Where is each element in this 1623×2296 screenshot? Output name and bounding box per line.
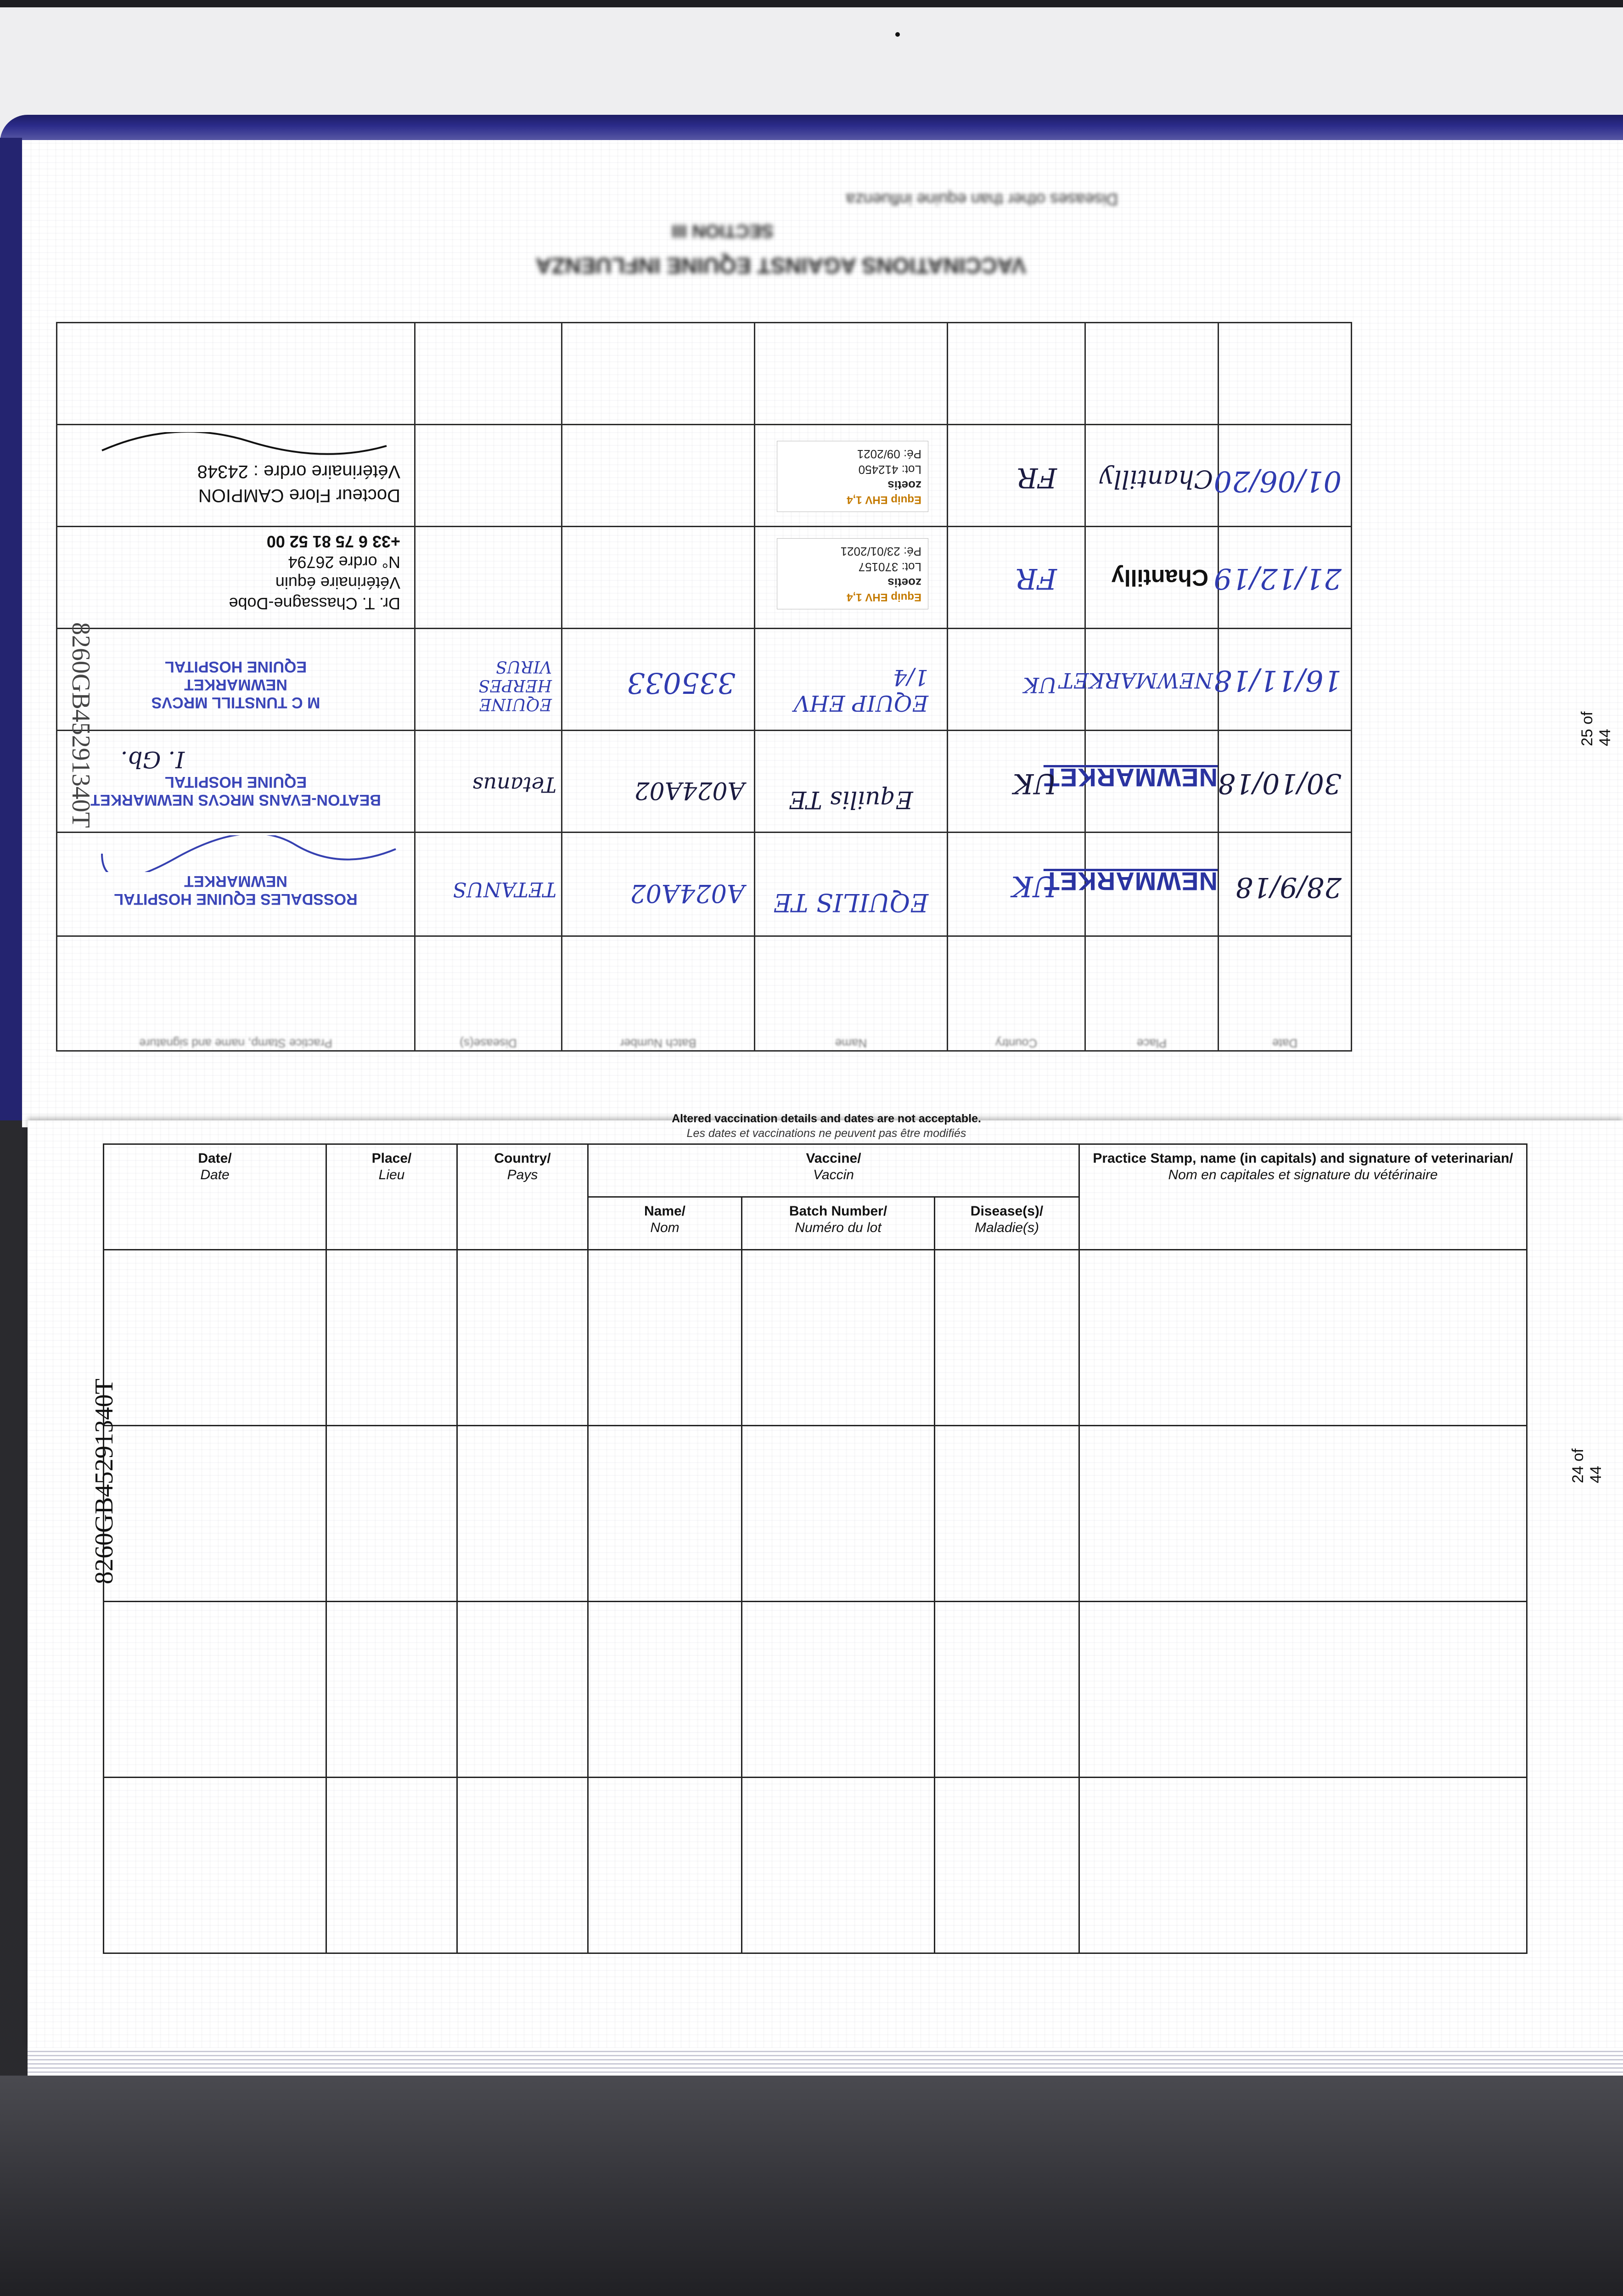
practice-stamp: BEATON-EVANS MRCVS NEWMARKET EQUINE HOSPITAL [90,773,381,809]
sticker-brand: Equip EHV 1,4 [847,493,921,506]
warning-english: Altered vaccination details and dates are not acceptable. [672,1112,981,1125]
country-cell: FR [1016,562,1057,596]
vaccine-sticker [777,538,928,609]
date-cell: 01/06/20 [1213,464,1342,498]
sticker-expiry: Pé: 23/01/2021 [840,545,921,559]
batch-cell: 335033 [627,666,736,700]
stamp-line: N° ordre 26794 [288,552,400,572]
batch-cell: A024A02 [634,776,745,804]
place-cell: NEWMARKET [1043,867,1218,896]
header-practice-stamp: Practice Stamp, name (in capitals) and signature of veterinarian/ Nom en capitales et signature du vétérinaire [1079,1144,1527,1250]
practice-stamp [57,531,414,628]
scanner-edge-top [0,0,1623,7]
header-country: Country/ Pays [457,1144,588,1250]
disease-cell: EQUINE HERPES VIRUS [478,657,552,714]
stamp-line: EQUINE HOSPITAL [164,658,307,675]
section-heading: VACCINATIONS AGAINST EQUINE INFLUENZA [535,253,1026,277]
country-cell: UK [1013,767,1057,799]
sticker-lot: Lot: 412450 [858,462,921,477]
header-vaccine: Vaccine/ Vaccin [588,1144,1079,1197]
vaccination-table-upper [56,322,1352,1052]
disease-cell: Tetanus [472,772,556,797]
country-cell: UK [1023,672,1057,698]
vaccination-row-empty [104,1250,1527,1426]
stamp-line: M C TUNSTILL MRCVS [151,693,320,711]
vaccination-row [57,628,1352,730]
header-place: Place/ Lieu [326,1144,457,1250]
vaccination-table-lower [103,1143,1528,1954]
place-cell: Chantilly [1111,564,1208,591]
vaccine-name-cell: Equilis TE [789,785,913,813]
scanner-background-bottom [0,2076,1623,2296]
vaccine-name-cell: EQUIP EHV 1/4 [794,664,928,716]
vet-signature: I. Gb. [120,746,185,773]
signature-scribble [93,835,414,872]
scanner-edge-left [0,1120,28,2085]
sticker-maker: zoetis [887,478,921,492]
vaccination-row [57,424,1352,526]
page-25-rotated-content [22,140,1623,1127]
header-name: Name/ Nom [588,1197,742,1250]
section-subheading: Diseases other than equine influenza [846,190,1118,209]
place-cell: NEWMARKET [1059,668,1213,693]
country-cell: FR [1017,461,1057,494]
stamp-line: Dr. T. Chassagne-Dobe [229,594,400,613]
practice-stamp: ROSSDALES EQUINE HOSPITAL NEWMARKET [114,872,358,908]
sticker-expiry: Pé: 09/2021 [857,447,921,461]
vaccination-row-empty [104,1778,1527,1953]
place-cell: NEWMARKET [1043,763,1218,792]
stamp-line: Vétérinaire ordre : 24348 [197,461,400,482]
date-cell: 28/9/18 [1235,871,1342,903]
horse-id-number: 8260GB45291340T [90,1379,118,1584]
sticker-lot: Lot: 370157 [858,560,921,574]
practice-stamp [57,460,414,526]
signature-scribble [93,432,414,460]
vaccination-row-empty [104,1426,1527,1602]
header-disease: Disease(s)/ Maladie(s) [935,1197,1079,1250]
page-number: 24 of 44 [1569,1448,1605,1483]
vaccination-row [57,730,1352,832]
dust-speck [895,32,900,37]
section-label: SECTION III [671,221,774,241]
stamp-line: Docteur Flore CAMPION [198,485,400,506]
vaccination-row-empty [104,1602,1527,1778]
vaccination-row [57,832,1352,936]
date-cell: 21/12/19 [1213,562,1342,596]
warning-french: Les dates et vaccinations ne peuvent pas être modifiés [686,1127,966,1140]
header-date: Date/ Date [104,1144,326,1250]
stamp-line: +33 6 75 81 52 00 [266,532,400,551]
header-row [104,1144,1527,1197]
vaccine-sticker [777,441,928,512]
stamp-line: Vétérinaire équin [275,573,400,592]
header-row: Date Place Country Name Batch Number Disease(s) Practice Stamp, name and signature [57,936,1352,1051]
vaccination-row [57,526,1352,628]
vaccination-row-empty [57,322,1352,424]
batch-cell: A024A02 [630,879,745,908]
page-25 [22,140,1623,1127]
country-cell: UK [1011,870,1057,903]
header-batch: Batch Number/ Numéro du lot [742,1197,935,1250]
passport-cover-edge [0,115,1623,142]
page-number: 25 of 44 [1578,711,1614,746]
stamp-line: NEWMARKET [184,675,287,693]
vaccine-name-cell: EQUILIS TE [773,888,929,917]
date-cell: 30/10/18 [1218,767,1342,799]
sticker-maker: zoetis [887,575,921,590]
disease-cell: TETANUS [453,878,556,901]
practice-stamp [57,658,414,730]
sticker-brand: Equip EHV 1,4 [847,591,921,603]
place-cell: Chantilly [1099,464,1213,494]
horse-id-number: 8260GB45291340T [67,622,95,828]
date-cell: 16/11/18 [1213,664,1342,698]
